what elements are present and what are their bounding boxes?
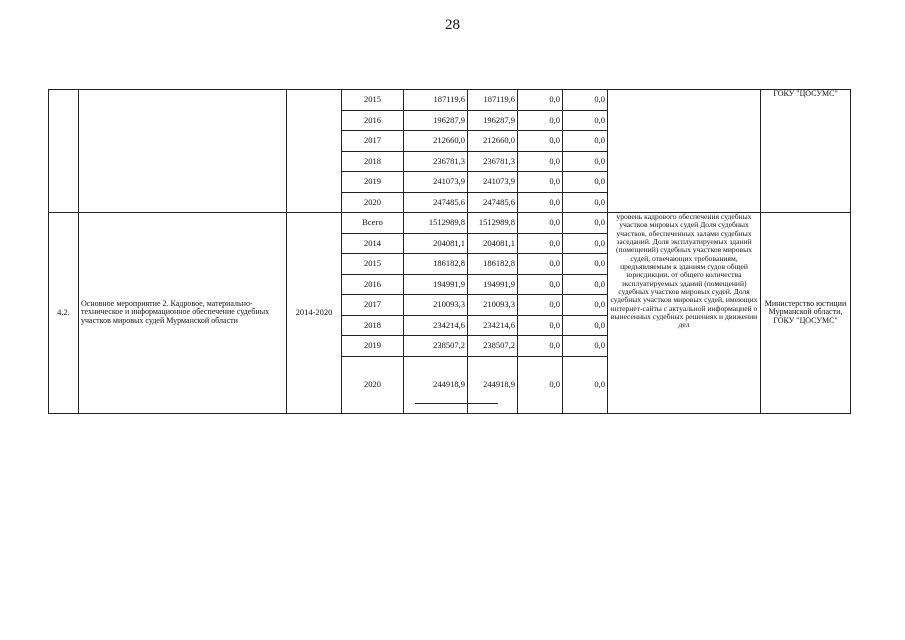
value-cell: 0,0 [518,336,563,357]
value-cell: 0,0 [518,131,563,152]
total-cell: 247485,6 [404,192,468,213]
value-cell: 0,0 [518,151,563,172]
total-cell: 244918,9 [404,356,468,413]
value-cell: 0,0 [563,295,608,316]
year-cell: 2019 [342,336,404,357]
measure-number: 4.2. [49,213,79,414]
closing-rule [415,403,498,404]
value-cell: 0,0 [563,90,608,111]
indicator-cell [608,90,761,213]
measure-executor: Министерство юстиции Мурманской области, ГОКУ "ЦОСУМС" [761,213,851,414]
year-cell: 2020 [342,192,404,213]
table-row [49,90,851,111]
value-cell: 0,0 [563,274,608,295]
budget-cell: 241073,9 [468,172,518,193]
executor-cell: ГОКУ "ЦОСУМС" [761,90,851,213]
budget-cell: 210093,3 [468,295,518,316]
budget-cell: 234214,6 [468,315,518,336]
value-cell: 0,0 [563,151,608,172]
table-row [49,213,851,234]
total-cell: 187119,6 [404,90,468,111]
value-cell: 0,0 [563,192,608,213]
total-cell: 210093,3 [404,295,468,316]
total-cell: 196287,9 [404,110,468,131]
total-cell: 194991,9 [404,274,468,295]
budget-cell: 186182,8 [468,254,518,275]
budget-cell: 1512989,8 [468,213,518,234]
value-cell: 0,0 [563,213,608,234]
value-cell: 0,0 [518,274,563,295]
name-cell [79,90,287,213]
year-cell: 2017 [342,295,404,316]
value-cell: 0,0 [518,110,563,131]
value-cell: 0,0 [518,172,563,193]
year-cell: Всего [342,213,404,234]
total-cell: 238507,2 [404,336,468,357]
value-cell: 0,0 [518,315,563,336]
value-cell: 0,0 [518,192,563,213]
year-cell: 2016 [342,110,404,131]
budget-cell: 236781,3 [468,151,518,172]
budget-table [48,89,851,414]
measure-name: Основное мероприятие 2. Кадровое, материально-техническое и информационное обеспечение судебных участков мировых судей Мурманской области [79,213,287,414]
value-cell: 0,0 [563,172,608,193]
budget-cell: 194991,9 [468,274,518,295]
year-cell: 2018 [342,151,404,172]
value-cell: 0,0 [563,336,608,357]
measure-period: 2014-2020 [287,213,342,414]
total-cell: 234214,6 [404,315,468,336]
value-cell: 0,0 [563,233,608,254]
measure-indicators: уровень кадрового обеспечения судебных участков мировых судей Доля судебных участков, обеспеченных залами судебных заседаний. Доля эксплуатируемых зданий (помещений) судебных участков мировых судей, отвечающих требованиям, предъявляемым к зданиям судов общей юрисдикции, от общего количества эксплуатируемых зданий (помещений) судебных участков мировых судей. Доля судебных участков мировых судей, имеющих интернет-сайты с актуальной информацией о вынесенных судебных решениях и движении дел [608,213,761,414]
year-cell: 2015 [342,90,404,111]
page-number: 28 [445,17,460,33]
year-cell: 2019 [342,172,404,193]
budget-cell: 196287,9 [468,110,518,131]
period-cell [287,90,342,213]
total-cell: 204081,1 [404,233,468,254]
year-cell: 2016 [342,274,404,295]
value-cell: 0,0 [563,254,608,275]
year-cell: 2014 [342,233,404,254]
budget-cell: 204081,1 [468,233,518,254]
total-cell: 1512989,8 [404,213,468,234]
year-cell: 2018 [342,315,404,336]
value-cell: 0,0 [563,110,608,131]
value-cell: 0,0 [518,90,563,111]
year-cell: 2020 [342,356,404,413]
total-cell: 236781,3 [404,151,468,172]
value-cell: 0,0 [518,233,563,254]
value-cell: 0,0 [518,356,563,413]
total-cell: 186182,8 [404,254,468,275]
year-cell: 2015 [342,254,404,275]
value-cell: 0,0 [518,213,563,234]
budget-cell: 212660,0 [468,131,518,152]
total-cell: 212660,0 [404,131,468,152]
value-cell: 0,0 [518,254,563,275]
value-cell: 0,0 [563,356,608,413]
value-cell: 0,0 [518,295,563,316]
budget-cell: 244918,9 [468,356,518,413]
budget-cell: 187119,6 [468,90,518,111]
budget-cell: 238507,2 [468,336,518,357]
total-cell: 241073,9 [404,172,468,193]
year-cell: 2017 [342,131,404,152]
number-cell [49,90,79,213]
value-cell: 0,0 [563,315,608,336]
budget-cell: 247485,6 [468,192,518,213]
value-cell: 0,0 [563,131,608,152]
